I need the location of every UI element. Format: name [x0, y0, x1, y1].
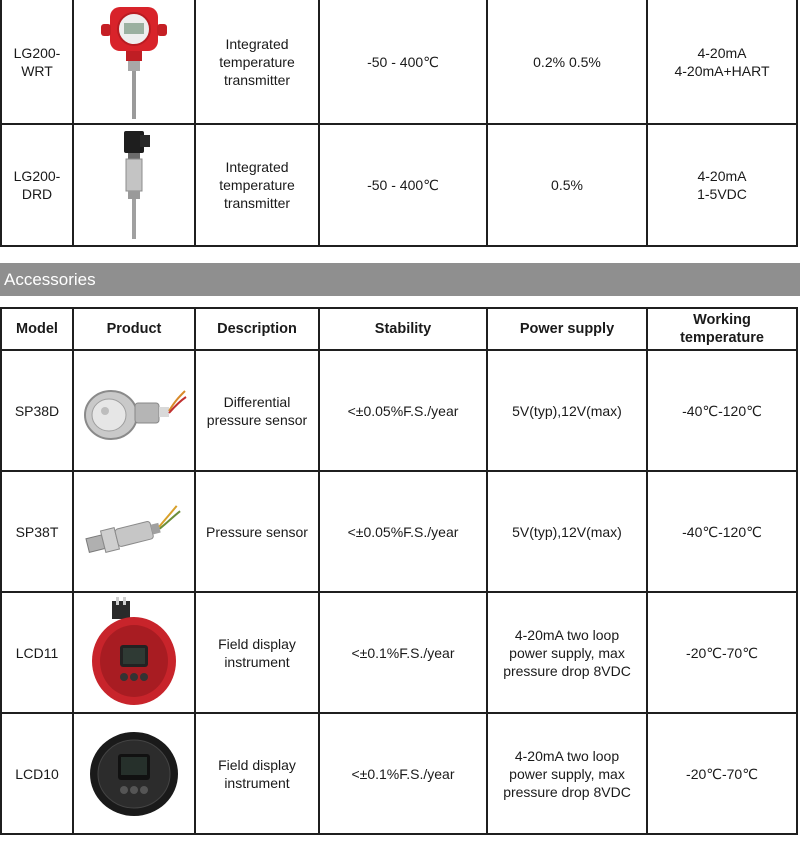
header-model: Model — [1, 308, 73, 350]
table-row — [1, 0, 797, 124]
red-temperature-transmitter-icon — [99, 3, 169, 121]
product-cell — [73, 713, 195, 834]
product-cell — [73, 124, 195, 246]
power-supply-cell: 5V(typ),12V(max) — [487, 471, 647, 592]
stability-cell: <±0.05%F.S./year — [319, 350, 487, 471]
accessories-table — [0, 307, 798, 835]
stability-cell: <±0.1%F.S./year — [319, 713, 487, 834]
power-supply-cell: 5V(typ),12V(max) — [487, 350, 647, 471]
header-description: Description — [195, 308, 319, 350]
table-row — [1, 471, 797, 592]
pressure-sensor-icon — [78, 497, 190, 567]
description-cell: Pressure sensor — [195, 471, 319, 592]
description-cell: Integrated temperature transmitter — [195, 124, 319, 246]
description-cell: Field display instrument — [195, 713, 319, 834]
table-row — [1, 124, 797, 246]
product-cell — [73, 0, 195, 124]
description-cell: Field display instrument — [195, 592, 319, 713]
stability-cell: <±0.05%F.S./year — [319, 471, 487, 592]
description-cell: Integrated temperature transmitter — [195, 0, 319, 124]
working-temperature-cell: -40℃-120℃ — [647, 350, 797, 471]
working-temperature-cell: -40℃-120℃ — [647, 471, 797, 592]
range-cell: -50 - 400℃ — [319, 124, 487, 246]
model-cell: LCD10 — [1, 713, 73, 834]
table-header-row — [1, 308, 797, 350]
power-supply-cell: 4-20mA two loop power supply, max pressure drop 8VDC — [487, 713, 647, 834]
model-cell: SP38D — [1, 350, 73, 471]
stability-cell: <±0.1%F.S./year — [319, 592, 487, 713]
model-cell: LCD11 — [1, 592, 73, 713]
product-cell — [73, 592, 195, 713]
output-cell: 4-20mA 1-5VDC — [647, 124, 797, 246]
header-power-supply: Power supply — [487, 308, 647, 350]
product-cell — [73, 350, 195, 471]
description-cell: Differential pressure sensor — [195, 350, 319, 471]
model-cell: LG200- DRD — [1, 124, 73, 246]
accuracy-cell: 0.2% 0.5% — [487, 0, 647, 124]
black-connector-temperature-transmitter-icon — [104, 129, 164, 241]
accuracy-cell: 0.5% — [487, 124, 647, 246]
model-cell: LG200- WRT — [1, 0, 73, 124]
red-field-display-icon — [86, 597, 182, 709]
working-temperature-cell: -20℃-70℃ — [647, 713, 797, 834]
table-row — [1, 713, 797, 834]
accessories-section-title: Accessories — [0, 263, 800, 296]
product-cell — [73, 471, 195, 592]
working-temperature-cell: -20℃-70℃ — [647, 592, 797, 713]
output-cell: 4-20mA 4-20mA+HART — [647, 0, 797, 124]
header-product: Product — [73, 308, 195, 350]
transmitter-table — [0, 0, 798, 247]
power-supply-cell: 4-20mA two loop power supply, max pressure drop 8VDC — [487, 592, 647, 713]
header-working-temperature: Working temperature — [647, 308, 797, 350]
table-row — [1, 350, 797, 471]
table-row — [1, 592, 797, 713]
differential-pressure-sensor-icon — [79, 371, 189, 451]
range-cell: -50 - 400℃ — [319, 0, 487, 124]
header-stability: Stability — [319, 308, 487, 350]
black-field-display-icon — [84, 724, 184, 824]
model-cell: SP38T — [1, 471, 73, 592]
